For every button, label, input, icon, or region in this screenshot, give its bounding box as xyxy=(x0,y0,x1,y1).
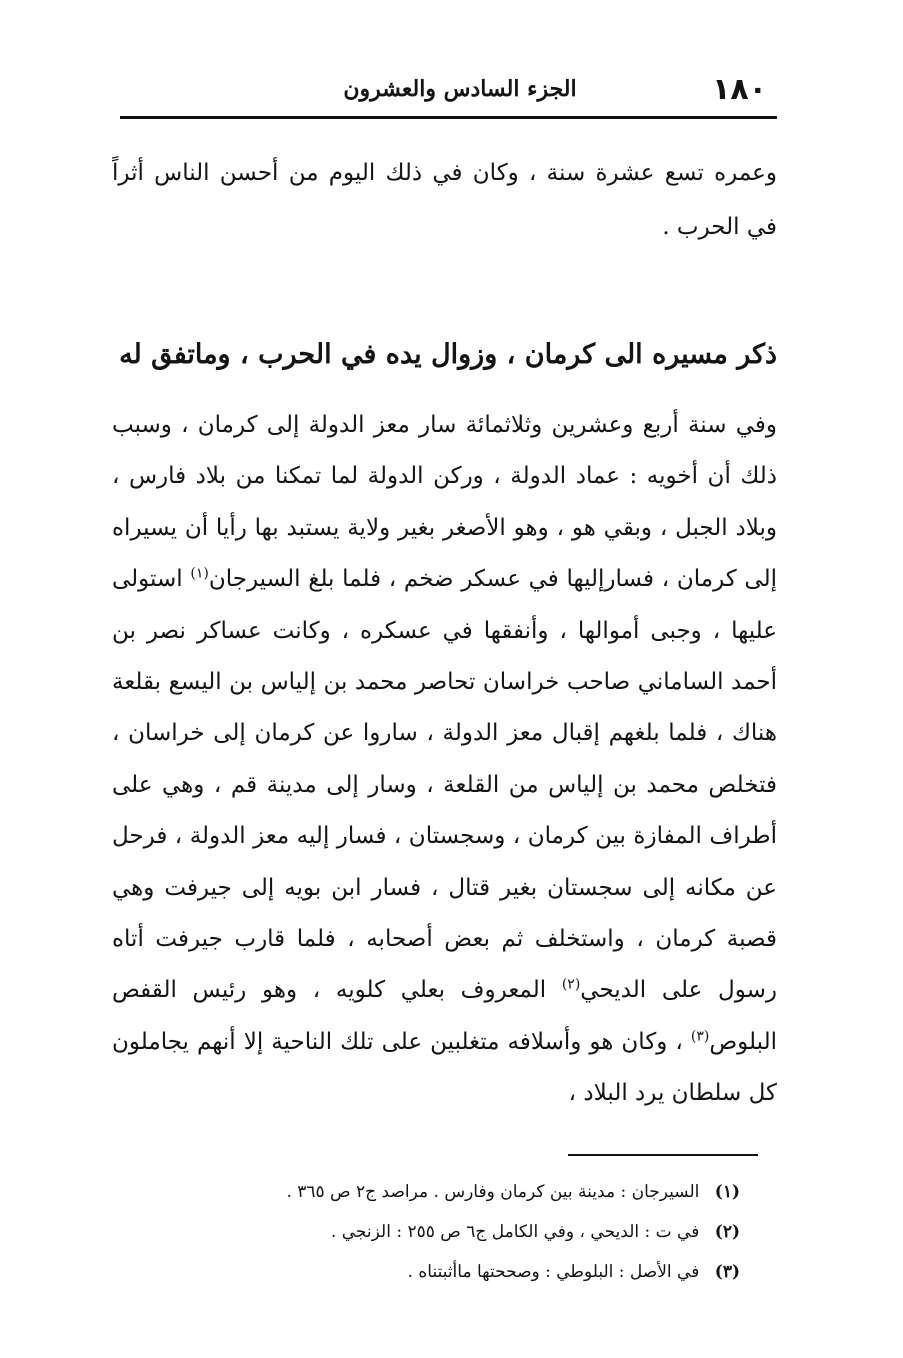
intro-paragraph xyxy=(112,146,777,254)
section-heading: ذكر مسيره الى كرمان ، وزوال يده في الحرب ، وماتفق له xyxy=(119,339,777,370)
main-paragraph xyxy=(112,400,777,1120)
footnote-number: (٣) xyxy=(714,1262,740,1282)
header-rule xyxy=(120,116,777,119)
footnote-text: السيرجان : مدينة بين كرمان وفارس . مراصد ج٢ ص ٣٦٥ . xyxy=(286,1182,700,1202)
footnote-2 xyxy=(200,1212,740,1252)
main-text-part-c: المعروف بعلي كلويه ، وهو رئيس القفص البلوص xyxy=(112,977,778,1055)
page-header xyxy=(120,62,777,112)
footnote-text: في الأصل : البلوطي : وصححتها ماأثبتناه . xyxy=(407,1262,700,1282)
footnote-3 xyxy=(200,1252,740,1292)
footnote-rule xyxy=(568,1154,758,1156)
intro-text: وعمره تسع عشرة سنة ، وكان في ذلك اليوم من أحسن الناس أثراً في الحرب . xyxy=(112,160,777,240)
footnote-ref-2: (٢) xyxy=(561,976,581,993)
footnote-1 xyxy=(200,1172,740,1212)
footnote-number: (٢) xyxy=(714,1222,740,1242)
footnote-number: (١) xyxy=(714,1182,740,1202)
main-text xyxy=(112,400,777,1120)
running-title: الجزء السادس والعشرون xyxy=(343,76,577,102)
footnote-text: في ت : الديحي ، وفي الكامل ج٦ ص ٢٥٥ : الزنجي . xyxy=(330,1222,700,1242)
main-text-part-d: ، وكان هو وأسلافه متغلبين على تلك الناحية إلا أنهم يجاملون كل سلطان يرد البلاد ، xyxy=(112,1028,777,1107)
page-number: ١٨٠ xyxy=(712,72,767,107)
main-text-part-b: استولى عليها ، وجبى أموالها ، وأنفقها في عسكره ، وكانت عساكر نصر بن أحمد الساماني صاحب خراسان تحاصر محمد بن إلياس بن اليسع بقلعة هناك ، فلما بلغهم إقبال معز الدولة ، ساروا عن كرمان إلى خراسان ، فتخلص محمد بن إلياس من القلعة ، وسار إلى مدينة قم ، وهي على أطراف المفازة بين كرمان ، وسجستان ، فسار إليه معز الدولة ، فرحل عن مكانه إلى سجستان بغير قتال ، فسار ابن بويه إلى جيرفت وهي قصبة كرمان ، واستخلف ثم بعض أصحابه ، فلما قارب جيرفت أتاه رسول على الديحي xyxy=(112,566,778,1004)
footnote-ref-3: (٣) xyxy=(690,1028,710,1045)
main-text-part-a: وفي سنة أربع وعشرين وثلاثمائة سار معز الدولة إلى كرمان ، وسبب ذلك أن أخويه : عماد الدولة ، وركن الدولة لما تمكنا من بلاد فارس ، وبلاد الجبل ، وبقي هو ، وهو الأصغر بغير ولاية يستبد بها رأيا أن يسيراه إلى كرمان ، فسارإليها في عسكر ضخم ، فلما بلغ السيرجان xyxy=(112,412,777,593)
footnote-ref-1: (١) xyxy=(190,565,209,582)
footnotes xyxy=(200,1172,740,1292)
